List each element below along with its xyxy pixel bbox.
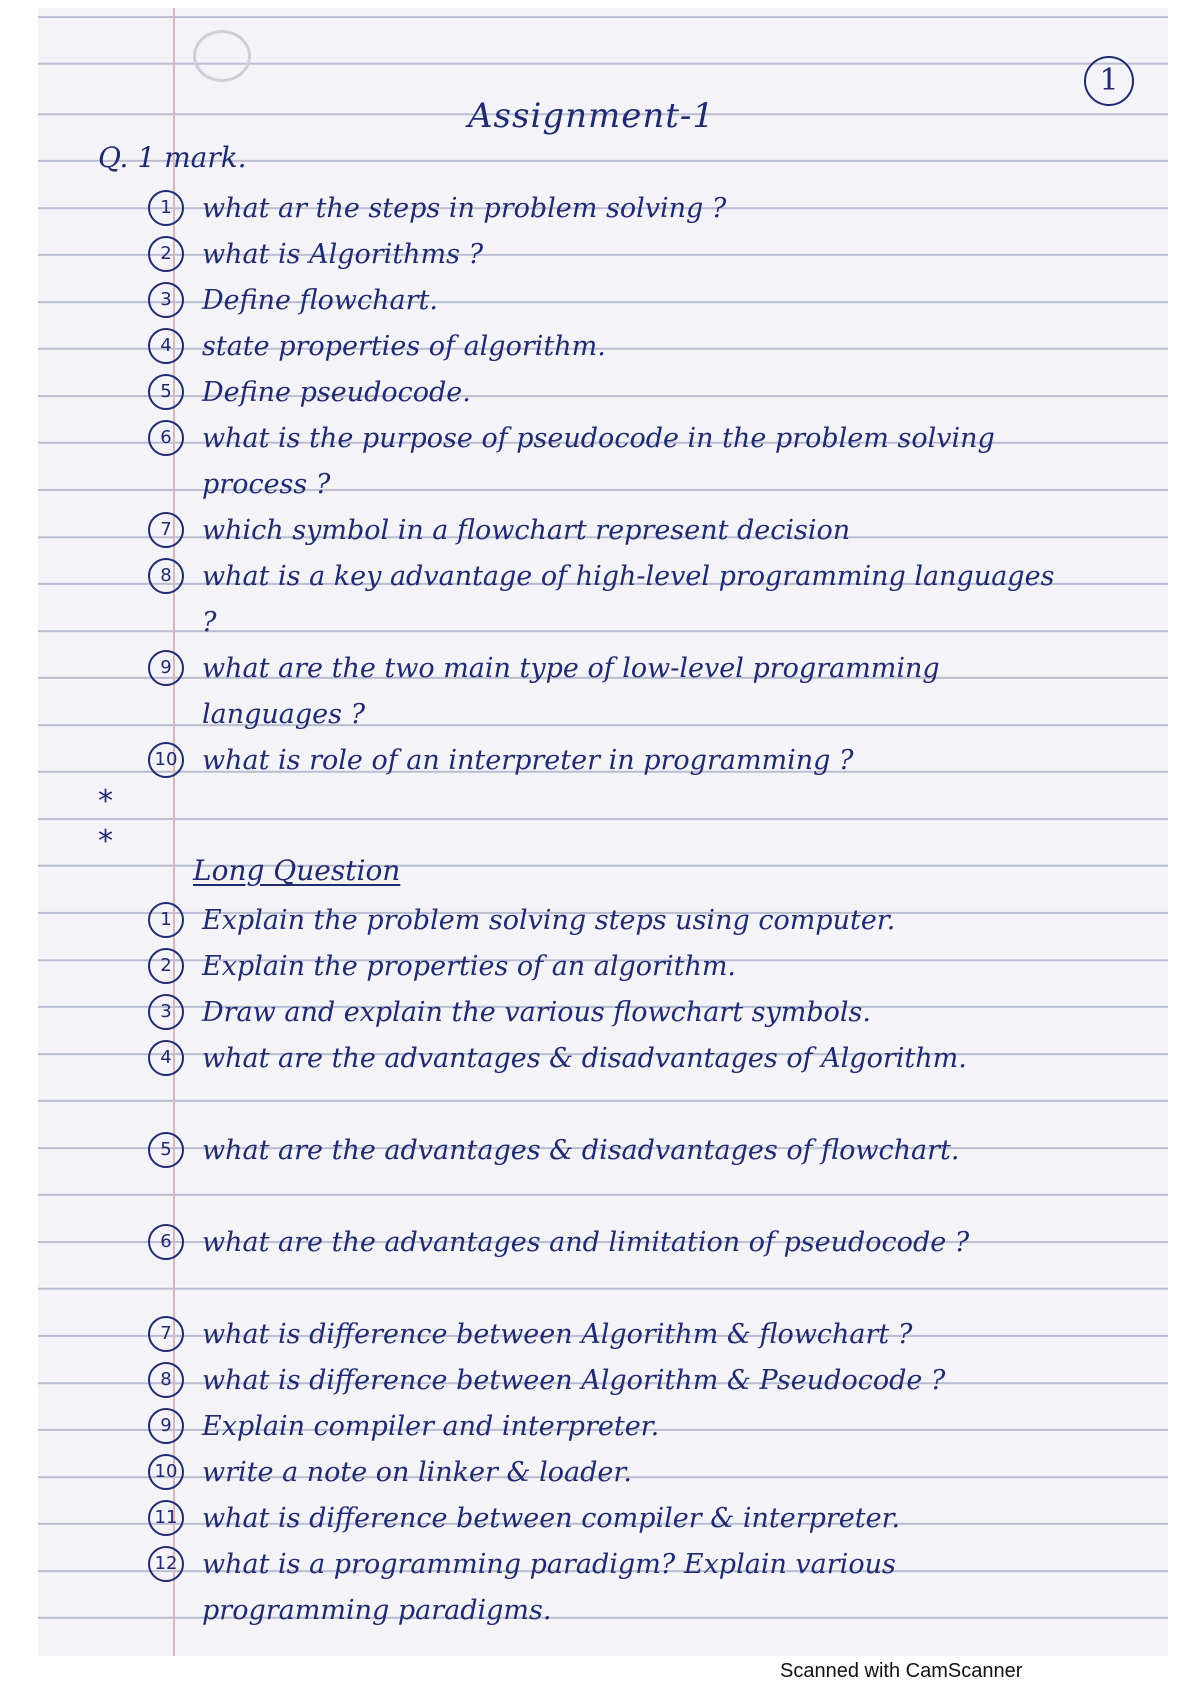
one-mark-heading: Q. 1 mark.	[98, 141, 247, 174]
list-item	[148, 1036, 1082, 1082]
question-number: 10	[148, 742, 184, 778]
question-number: 2	[148, 236, 184, 272]
question-text: what are the advantages & disadvantages of Algorithm.	[202, 1043, 967, 1074]
question-number: 7	[148, 512, 184, 548]
question-text: what are the advantages and limitation of pseudocode ?	[202, 1227, 970, 1258]
list-item	[148, 738, 1062, 784]
list-item	[148, 1220, 1082, 1266]
question-text: Explain compiler and interpreter.	[202, 1411, 660, 1442]
question-text: what is role of an interpreter in programming ?	[202, 745, 854, 776]
question-number: 1	[148, 190, 184, 226]
list-item	[148, 554, 1062, 646]
list-item	[148, 186, 1062, 232]
question-number: 11	[148, 1500, 184, 1536]
question-number: 4	[148, 328, 184, 364]
star-mark: *	[98, 824, 113, 859]
list-item	[148, 1404, 1082, 1450]
question-number: 3	[148, 282, 184, 318]
list-item	[148, 1128, 1082, 1174]
list-item	[148, 508, 1062, 554]
question-number: 6	[148, 420, 184, 456]
page-number: 1	[1084, 56, 1134, 106]
notebook-page	[38, 8, 1168, 1656]
question-text: what is difference between Algorithm & Pseudocode ?	[202, 1365, 946, 1396]
question-number: 5	[148, 374, 184, 410]
question-number: 8	[148, 558, 184, 594]
question-number: 5	[148, 1132, 184, 1168]
list-item	[148, 1312, 1082, 1358]
question-number: 9	[148, 1408, 184, 1444]
long-question-heading: Long Question	[193, 854, 401, 887]
question-text: what is a key advantage of high-level programming languages ?	[202, 561, 1055, 638]
question-text: state properties of algorithm.	[202, 331, 606, 362]
question-number: 2	[148, 948, 184, 984]
question-text: Define pseudocode.	[202, 377, 471, 408]
question-text: what is Algorithms ?	[202, 239, 484, 270]
punch-hole	[193, 30, 251, 82]
list-item	[148, 1496, 1082, 1542]
list-item	[148, 1450, 1082, 1496]
list-item	[148, 944, 1082, 990]
question-text: which symbol in a flowchart represent decision	[202, 515, 851, 546]
question-text: what is a programming paradigm? Explain various programming paradigms.	[202, 1549, 896, 1626]
list-item	[148, 232, 1062, 278]
question-number: 1	[148, 902, 184, 938]
list-item	[148, 324, 1062, 370]
question-text: what is the purpose of pseudocode in the problem solving process ?	[202, 423, 995, 500]
question-number: 4	[148, 1040, 184, 1076]
question-text: Draw and explain the various flowchart symbols.	[202, 997, 871, 1028]
question-number: 10	[148, 1454, 184, 1490]
star-mark: *	[98, 784, 113, 819]
question-number: 7	[148, 1316, 184, 1352]
question-text: Define flowchart.	[202, 285, 438, 316]
question-number: 9	[148, 650, 184, 686]
question-number: 3	[148, 994, 184, 1030]
question-text: what ar the steps in problem solving ?	[202, 193, 727, 224]
question-text: what is difference between compiler & interpreter.	[202, 1503, 901, 1534]
question-number: 8	[148, 1362, 184, 1398]
question-text: Explain the properties of an algorithm.	[202, 951, 737, 982]
question-number: 12	[148, 1546, 184, 1582]
scanner-footer: Scanned with CamScanner	[780, 1660, 1023, 1682]
list-item	[148, 370, 1062, 416]
assignment-title: Assignment-1	[468, 96, 716, 136]
list-item	[148, 1358, 1082, 1404]
list-item	[148, 416, 1062, 508]
question-number: 6	[148, 1224, 184, 1260]
list-item	[148, 990, 1082, 1036]
question-text: what are the two main type of low-level programming languages ?	[202, 653, 940, 730]
list-item	[148, 898, 1082, 944]
list-item	[148, 1542, 1082, 1634]
question-text: Explain the problem solving steps using computer.	[202, 905, 896, 936]
question-text: what are the advantages & disadvantages of flowchart.	[202, 1135, 960, 1166]
question-text: write a note on linker & loader.	[202, 1457, 632, 1488]
list-item	[148, 646, 1062, 738]
list-item	[148, 278, 1062, 324]
question-text: what is difference between Algorithm & flowchart ?	[202, 1319, 913, 1350]
